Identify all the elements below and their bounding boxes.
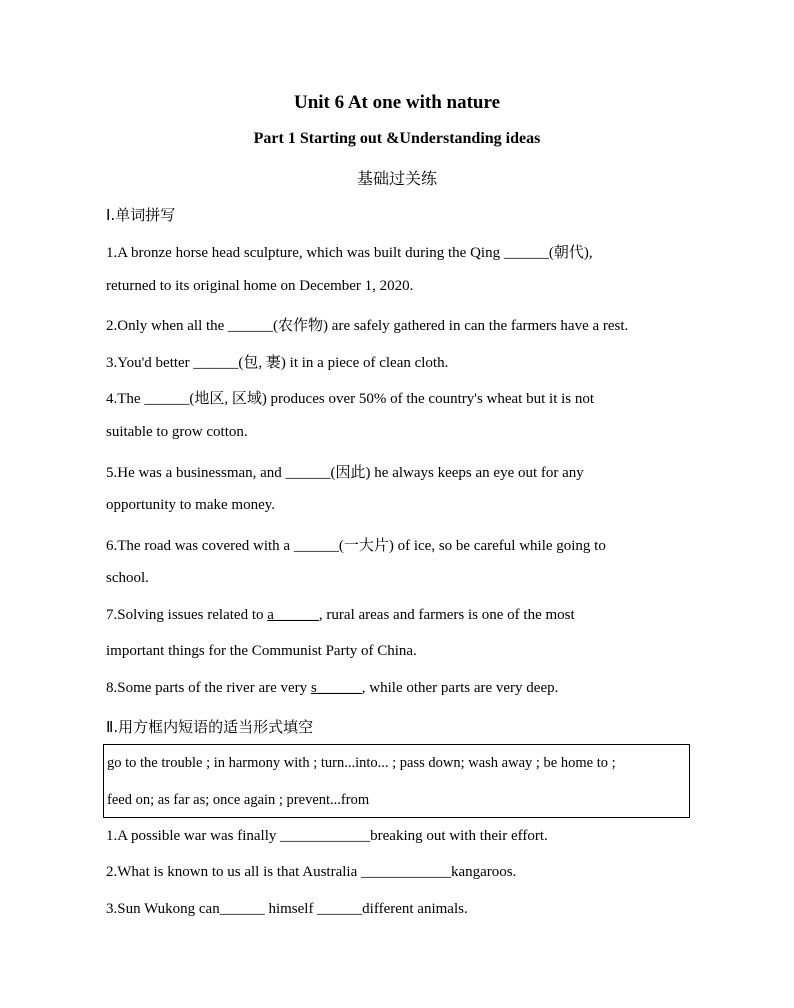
- item7-suffix: , rural areas and farmers is one of the most: [318, 607, 575, 623]
- unit-title: Unit 6 At one with nature: [293, 92, 501, 113]
- exercise-line-8: [106, 680, 558, 697]
- section2-heading: Ⅱ.用方框内短语的适当形式填空: [106, 718, 314, 736]
- exercise-line: important things for the Communist Party of China.: [106, 643, 417, 659]
- item7-blank: a______: [267, 607, 319, 623]
- exercise-line: 2.What is known to us all is that Australia ____________kangaroos.: [106, 864, 517, 880]
- phrase-line: feed on; as far as; once again ; prevent...from: [107, 792, 370, 808]
- item8-prefix: 8.Some parts of the river are very: [106, 680, 311, 696]
- exercise-line: 3.You'd better ______(包, 裹) it in a piece of clean cloth.: [106, 355, 449, 371]
- item8-suffix: , while other parts are very deep.: [361, 680, 559, 696]
- exercise-line: 3.Sun Wukong can______ himself ______different animals.: [106, 901, 468, 917]
- exercise-line: 2.Only when all the ______(农作物) are safely gathered in can the farmers have a rest.: [106, 318, 629, 334]
- exercise-line: 6.The road was covered with a ______(一大片) of ice, so be careful while going to: [106, 538, 606, 554]
- part-title: Part 1 Starting out &Understanding ideas: [253, 130, 541, 147]
- section1-heading: Ⅰ.单词拼写: [106, 206, 176, 224]
- exercise-line: 4.The ______(地区, 区域) produces over 50% of the country's wheat but it is not: [106, 391, 595, 407]
- item7-prefix: 7.Solving issues related to: [106, 607, 268, 623]
- subtitle: 基础过关练: [356, 169, 437, 188]
- exercise-line: returned to its original home on December 1, 2020.: [106, 278, 414, 294]
- exercise-line: 5.He was a businessman, and ______(因此) he always keeps an eye out for any: [106, 465, 584, 481]
- exercise-line: school.: [106, 570, 149, 586]
- exercise-line: 1.A possible war was finally ____________breaking out with their effort.: [106, 828, 548, 844]
- item8-blank: s______: [310, 680, 362, 696]
- exercise-line: suitable to grow cotton.: [106, 424, 248, 440]
- exercise-line-7: [106, 607, 575, 624]
- phrase-box: [103, 744, 690, 818]
- exercise-line: 1.A bronze horse head sculpture, which was built during the Qing ______(朝代),: [106, 245, 593, 261]
- exercise-line: opportunity to make money.: [106, 497, 275, 513]
- phrase-line: go to the trouble ; in harmony with ; turn...into... ; pass down; wash away ; be home to ;: [107, 755, 616, 771]
